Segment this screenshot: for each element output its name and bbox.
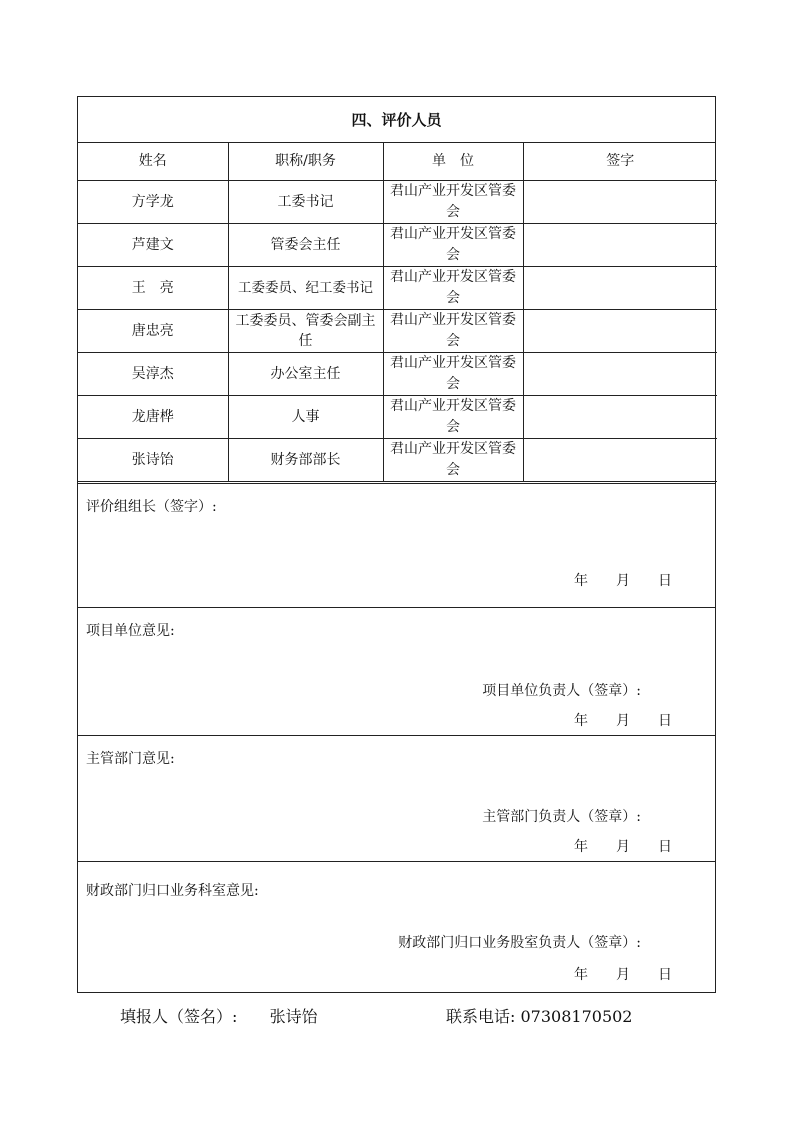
header-title: 职称/职务 [228,143,383,180]
table-row [78,309,717,352]
phone-label: 联系电话: [446,1007,516,1026]
evaluator-table [78,143,717,482]
header-signature: 签字 [523,143,717,180]
table-row [78,266,717,309]
cell-signature[interactable] [523,352,717,395]
cell-title: 人事 [228,395,383,438]
competent-dept-label: 主管部门意见: [86,751,175,767]
date-day: 日 [658,713,672,729]
evaluation-form [77,96,716,993]
competent-dept-date [574,836,672,856]
finance-dept-section[interactable] [78,861,715,992]
cell-unit: 君山产业开发区管委会 [383,180,523,223]
cell-unit: 君山产业开发区管委会 [383,223,523,266]
project-unit-signer: 项目单位负责人（签章）: [482,683,641,699]
cell-title: 办公室主任 [228,352,383,395]
table-row [78,223,717,266]
phone-number: 07308170502 [520,1007,633,1026]
table-header-row [78,143,717,180]
table-row [78,352,717,395]
competent-dept-signer: 主管部门负责人（签章）: [482,809,641,825]
cell-title: 管委会主任 [228,223,383,266]
date-month: 月 [616,573,630,589]
date-month: 月 [616,839,630,855]
cell-name: 芦建文 [78,223,228,266]
date-year: 年 [574,573,588,589]
table-row [78,180,717,223]
cell-name: 方学龙 [78,180,228,223]
cell-signature[interactable] [523,395,717,438]
cell-unit: 君山产业开发区管委会 [383,266,523,309]
cell-name: 王 亮 [78,266,228,309]
cell-unit: 君山产业开发区管委会 [383,352,523,395]
section-title: 四、评价人员 [78,97,715,143]
filler-label: 填报人（签名）: [120,1007,238,1026]
cell-unit: 君山产业开发区管委会 [383,438,523,481]
header-name: 姓名 [78,143,228,180]
cell-signature[interactable] [523,223,717,266]
cell-unit: 君山产业开发区管委会 [383,309,523,352]
cell-signature[interactable] [523,266,717,309]
date-day: 日 [658,967,672,983]
cell-name: 龙唐桦 [78,395,228,438]
cell-unit: 君山产业开发区管委会 [383,395,523,438]
project-unit-section[interactable] [78,607,715,735]
date-month: 月 [616,713,630,729]
leader-date [574,570,672,590]
finance-dept-signer: 财政部门归口业务股室负责人（签章）: [398,935,641,951]
table-row [78,438,717,481]
header-unit: 单 位 [383,143,523,180]
finance-dept-date [574,964,672,984]
cell-signature[interactable] [523,309,717,352]
date-year: 年 [574,967,588,983]
finance-dept-label: 财政部门归口业务科室意见: [86,883,259,899]
date-year: 年 [574,713,588,729]
cell-name: 唐忠亮 [78,309,228,352]
project-unit-label: 项目单位意见: [86,623,175,639]
cell-name: 张诗饴 [78,438,228,481]
filler-name: 张诗饴 [269,1007,318,1026]
cell-title: 工委委员、纪工委书记 [228,266,383,309]
date-month: 月 [616,967,630,983]
leader-label: 评价组组长（签字）: [86,499,217,515]
table-row [78,395,717,438]
cell-name: 吴淳杰 [78,352,228,395]
project-unit-date [574,710,672,730]
filler-block [120,1004,318,1027]
cell-title: 工委书记 [228,180,383,223]
date-day: 日 [658,573,672,589]
cell-signature[interactable] [523,180,717,223]
date-year: 年 [574,839,588,855]
leader-section[interactable] [78,483,715,607]
cell-signature[interactable] [523,438,717,481]
competent-dept-section[interactable] [78,735,715,861]
phone-block [446,1004,632,1027]
date-day: 日 [658,839,672,855]
cell-title: 财务部部长 [228,438,383,481]
cell-title: 工委委员、管委会副主任 [228,309,383,352]
